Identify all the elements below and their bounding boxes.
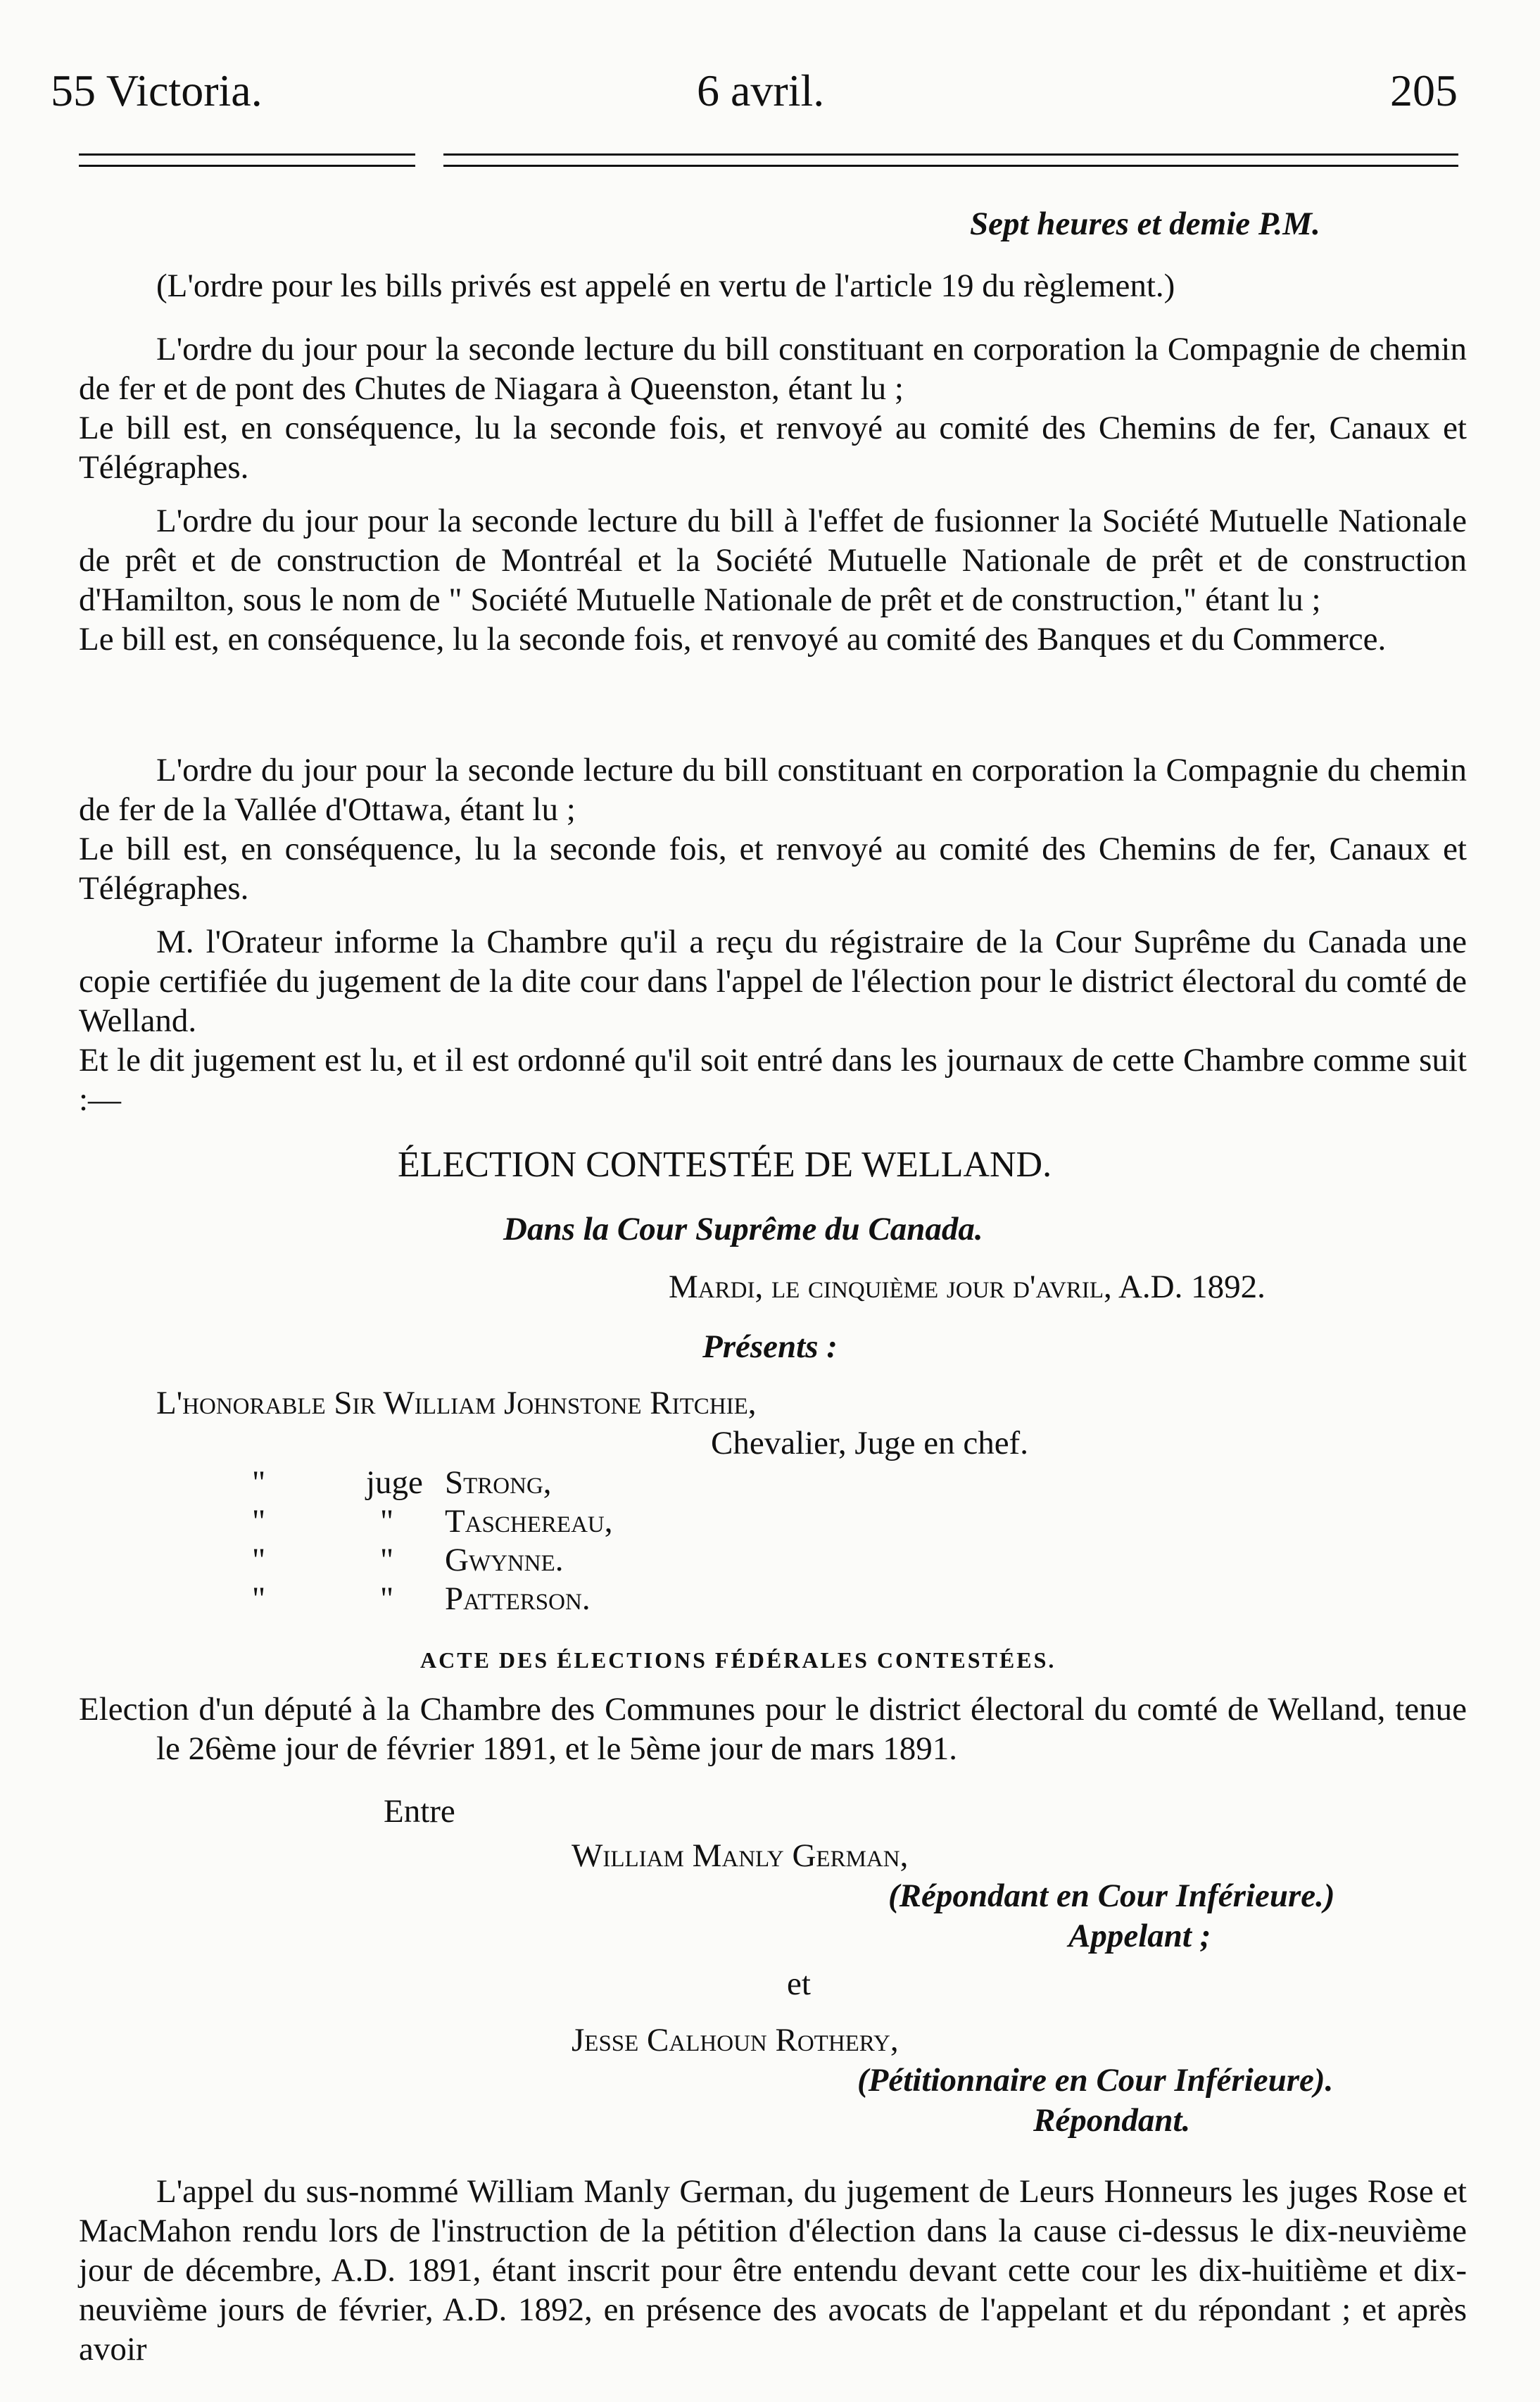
sitting-time: Sept heures et demie P.M. (970, 206, 1320, 242)
respondent-name: Jesse Calhoun Rothery, (572, 2022, 899, 2058)
et-label: et (787, 1966, 811, 2002)
ottawa-bill-order: L'ordre du jour pour la seconde lecture du bill constituant en corporation la Compagnie du chemin de fer de la Vallée d'Ottawa, étant lu ; Le bill est, en conséquence, lu la seconde fois, et renvoyé au comité des Chemins de fer, Canaux et Télégraphes. (79, 752, 1467, 907)
judge-ditto: " (252, 1503, 266, 1540)
header-session: 55 Victoria. (51, 65, 263, 115)
respondent-lower-court-role: (Pétitionnaire en Cour Inférieure). (857, 2062, 1334, 2099)
appellant-lower-court-role: (Répondant en Cour Inférieure.) (888, 1878, 1335, 1914)
judge-ditto: " (252, 1464, 266, 1501)
header-rule (79, 153, 415, 156)
header-rule (443, 153, 1458, 156)
judge-title: juge (366, 1464, 423, 1501)
judge-name: Taschereau, (445, 1503, 613, 1540)
judge-name: Gwynne. (445, 1542, 564, 1578)
judge-name: Strong, (445, 1464, 552, 1501)
court-name: Dans la Cour Suprême du Canada. (503, 1211, 983, 1247)
header-page-number: 205 (1390, 65, 1458, 115)
chief-justice: L'honorable Sir William Johnstone Ritchie, (156, 1385, 757, 1421)
header-rule (443, 165, 1458, 167)
entre-label: Entre (384, 1793, 455, 1830)
header-date: 6 avril. (697, 65, 825, 115)
private-bills-note: (L'ordre pour les bills privés est appelé en vertu de l'article 19 du règlement.) (156, 268, 1175, 304)
act-title: ACTE DES ÉLECTIONS FÉDÉRALES CONTESTÉES. (420, 1647, 1056, 1673)
chief-justice-title: Chevalier, Juge en chef. (711, 1425, 1028, 1461)
speaker-announcement: M. l'Orateur informe la Chambre qu'il a reçu du régistraire de la Cour Suprême du Canada une copie certifiée du jugement de la dite cour dans l'appel de l'élection pour le district électoral du comté de Welland. Et le dit jugement est lu, et il est ordonné qu'il soit entré dans les journaux de cette Chambre comme suit :— (79, 924, 1467, 1118)
niagara-bill-order: L'ordre du jour pour la seconde lecture du bill constituant en corporation la Compagnie de chemin de fer et de pont des Chutes de Niagara à Queenston, étant lu ; Le bill est, en conséquence, lu la seconde fois, et renvoyé au comité des Chemins de fer, Canaux et Télégraphes. (79, 331, 1467, 486)
election-description: Election d'un député à la Chambre des Communes pour le district électoral du comté de Welland, tenue le 26ème jour de février 1891, et le 5ème jour de mars 1891. (79, 1691, 1467, 1767)
appellant-status: Appelant ; (1068, 1918, 1211, 1954)
respondent-status: Répondant. (1033, 2102, 1191, 2139)
judge-ditto: " (380, 1542, 394, 1578)
judge-ditto: " (380, 1503, 394, 1540)
header-rule (79, 165, 415, 167)
judge-name: Patterson. (445, 1580, 591, 1617)
appeal-paragraph: L'appel du sus-nommé William Manly German, du jugement de Leurs Honneurs les juges Rose et MacMahon rendu lors de l'instruction de la pétition d'élection dans la cause ci-dessus le dix-neuvième jour de décembre, A.D. 1891, étant inscrit pour être entendu devant cette cour les dix-huitième et dix-neuvième jours de février, A.D. 1892, en présence des avocats de l'appelant et du répondant ; et après avoir (79, 2173, 1467, 2368)
judge-ditto: " (252, 1580, 266, 1617)
judgment-date: Mardi, le cinquième jour d'avril, A.D. 1892. (669, 1269, 1266, 1305)
mutuelle-bill-order: L'ordre du jour pour la seconde lecture du bill à l'effet de fusionner la Société Mutuelle Nationale de prêt et de construction de Montréal et la Société Mutuelle Nationale de prêt et de construction d'Hamilton, sous le nom de " Société Mutuelle Nationale de prêt et de construction," étant lu ; Le bill est, en conséquence, lu la seconde fois, et renvoyé au comité des Banques et du Commerce. (79, 503, 1467, 658)
judgment-title: ÉLECTION CONTESTÉE DE WELLAND. (398, 1145, 1052, 1185)
presents-label: Présents : (702, 1328, 838, 1365)
judge-ditto: " (252, 1542, 266, 1578)
appellant-name: William Manly German, (572, 1837, 909, 1874)
judge-ditto: " (380, 1580, 394, 1617)
